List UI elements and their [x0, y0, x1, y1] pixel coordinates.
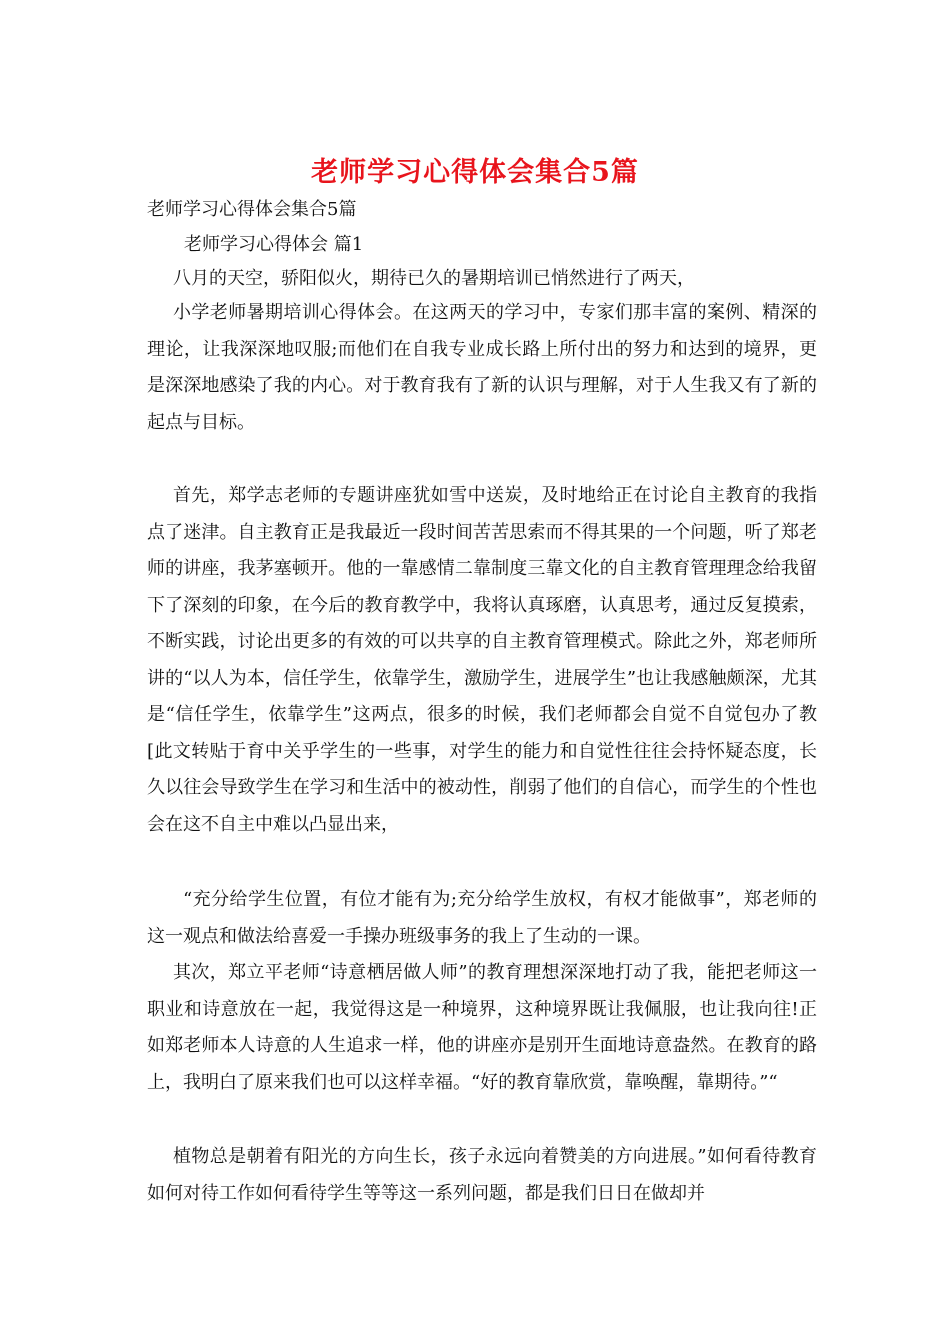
paragraph-3: 首先，郑学志老师的专题讲座犹如雪中送炭，及时地给正在讨论自主教育的我指点了迷津。自主教育正是我最近一段时间苦苦思索而不得其果的一个问题，听了郑老师的讲座，我茅塞顿开。他的一靠感情二靠制度三靠文化的自主教育管理理念给我留下了深刻的印象，在今后的教育教学中，我将认真琢磨，认真思考，通过反复摸索，不断实践，讨论出更多的有效的可以共享的自主教育管理模式。除此之外，郑老师所讲的“以人为本，信任学生，依靠学生，激励学生，进展学生”也让我感触颇深，尤其是“信任学生，依靠学生”这两点，很多的时候，我们老师都会自觉不自觉包办了教[此文转贴于育中关乎学生的一些事，对学生的能力和自觉性往往会持怀疑态度，长久以往会导致学生在学习和生活中的被动性，削弱了他们的自信心，而学生的个性也会在这不自主中难以凸显出来，	[147, 485, 817, 835]
document-subtitle: 老师学习心得体会集合5篇	[147, 199, 357, 220]
paragraph-4: “充分给学生位置，有位才能有为;充分给学生放权，有权才能做事”，郑老师的这一观点和做法给喜爱一手操办班级事务的我上了生动的一课。	[147, 889, 817, 947]
paragraph-6: 植物总是朝着有阳光的方向生长，孩子永远向着赞美的方向进展。”如何看待教育如何对待工作如何看待学生等等这一系列问题，都是我们日日在做却并	[147, 1146, 817, 1204]
section-heading: 老师学习心得体会 篇1	[184, 234, 364, 255]
paragraph-1: 八月的天空，骄阳似火，期待已久的暑期培训已悄然进行了两天，	[173, 268, 695, 289]
paragraph-2: 小学老师暑期培训心得体会。在这两天的学习中，专家们那丰富的案例、精深的理论，让我深深地叹服;而他们在自我专业成长路上所付出的努力和达到的境界，更是深深地感染了我的内心。对于教育我有了新的认识与理解，对于人生我又有了新的起点与目标。	[147, 302, 817, 433]
document-title: 老师学习心得体会集合5篇	[311, 157, 639, 188]
paragraph-5: 其次，郑立平老师“诗意栖居做人师”的教育理想深深地打动了我，能把老师这一职业和诗意放在一起，我觉得这是一种境界，这种境界既让我佩服，也让我向往!正如郑老师本人诗意的人生追求一样，他的讲座亦是别开生面地诗意盎然。在教育的路上，我明白了原来我们也可以这样幸福。“好的教育靠欣赏，靠唤醒，靠期待。”“	[147, 962, 817, 1093]
